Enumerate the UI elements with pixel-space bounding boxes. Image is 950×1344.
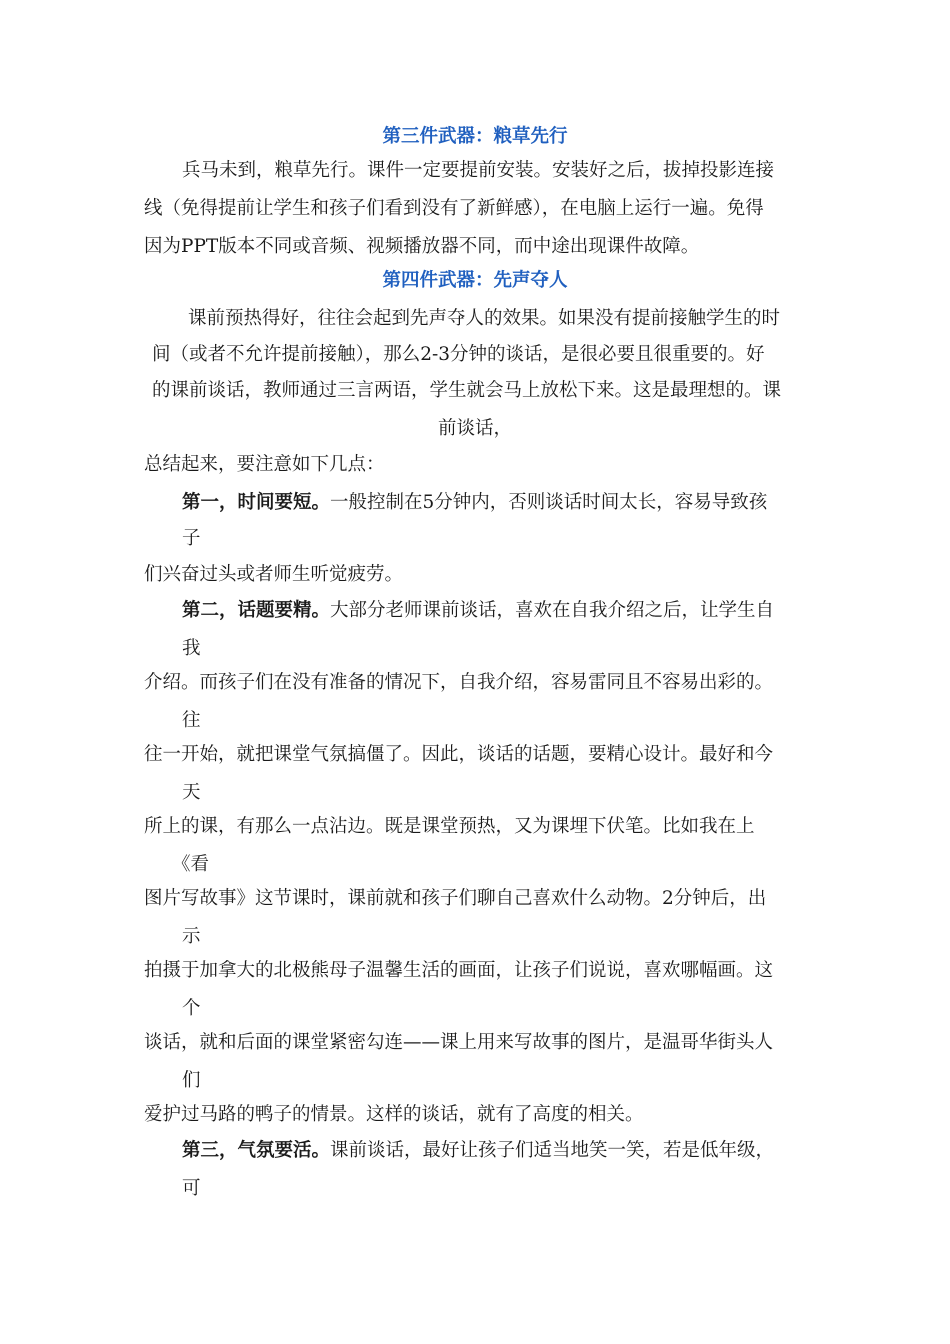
paragraph-line: 们兴奋过头或者师生听觉疲劳。 <box>144 564 404 585</box>
paragraph-line: 间（或者不允许提前接触），那么2-3分钟的谈话，是很必要且很重要的。好 <box>152 344 765 365</box>
paragraph-line: 的课前谈话，教师通过三言两语，学生就会马上放松下来。这是最理想的。课 <box>152 380 782 401</box>
point-3-line: 第三，气氛要活。课前谈话，最好让孩子们适当地笑一笑，若是低年级， <box>182 1140 775 1161</box>
point-2-line: 第二，话题要精。大部分老师课前谈话，喜欢在自我介绍之后，让学生自 <box>182 600 775 621</box>
point-3-title: 第三，气氛要活。 <box>182 1140 331 1161</box>
point-1-line: 第一，时间要短。一般控制在5分钟内，否则谈话时间太长，容易导致孩 <box>182 492 768 513</box>
paragraph-line: 所上的课，有那么一点沾边。既是课堂预热，又为课埋下伏笔。比如我在上 <box>144 816 755 837</box>
section-heading-4: 第四件武器：先声夺人 <box>382 270 568 291</box>
paragraph-line: 课前预热得好，往往会起到先声夺人的效果。如果没有提前接触学生的时 <box>188 308 781 329</box>
paragraph-line: 线（免得提前让学生和孩子们看到没有了新鲜感），在电脑上运行一遍。免得 <box>144 198 764 219</box>
paragraph-line: 可 <box>182 1178 201 1199</box>
paragraph-line: 我 <box>182 638 201 659</box>
paragraph-line: 兵马未到，粮草先行。课件一定要提前安装。安装好之后，拔掉投影连接 <box>182 160 775 181</box>
paragraph-line: 前谈话， <box>437 418 512 439</box>
paragraph-line: 示 <box>182 926 201 947</box>
paragraph-line: 图片写故事》这节课时，课前就和孩子们聊自己喜欢什么动物。2分钟后，出 <box>144 888 767 909</box>
paragraph-line: 往 <box>182 710 201 731</box>
paragraph-line: 往一开始，就把课堂气氛搞僵了。因此，谈话的话题，要精心设计。最好和今 <box>144 744 774 765</box>
paragraph-line: 介绍。而孩子们在没有准备的情况下，自我介绍，容易雷同且不容易出彩的。 <box>144 672 774 693</box>
paragraph-line: 们 <box>182 1070 201 1091</box>
paragraph-line: 子 <box>182 528 201 549</box>
paragraph-line: 天 <box>182 782 201 803</box>
paragraph-line: 谈话，就和后面的课堂紧密勾连——课上用来写故事的图片，是温哥华街头人 <box>144 1032 774 1053</box>
paragraph-line: 爱护过马路的鸭子的情景。这样的谈话，就有了高度的相关。 <box>144 1104 644 1125</box>
paragraph-line: 拍摄于加拿大的北极熊母子温馨生活的画面，让孩子们说说，喜欢哪幅画。这 <box>144 960 774 981</box>
paragraph-line: 因为PPT版本不同或音频、视频播放器不同，而中途出现课件故障。 <box>144 236 700 257</box>
section-heading-3: 第三件武器：粮草先行 <box>382 126 568 147</box>
paragraph-line: 总结起来，要注意如下几点： <box>144 454 385 475</box>
point-2-title: 第二，话题要精。 <box>182 600 331 621</box>
point-1-title: 第一，时间要短。 <box>182 492 331 513</box>
paragraph-line: 《看 <box>172 854 210 875</box>
paragraph-line: 个 <box>182 998 201 1019</box>
